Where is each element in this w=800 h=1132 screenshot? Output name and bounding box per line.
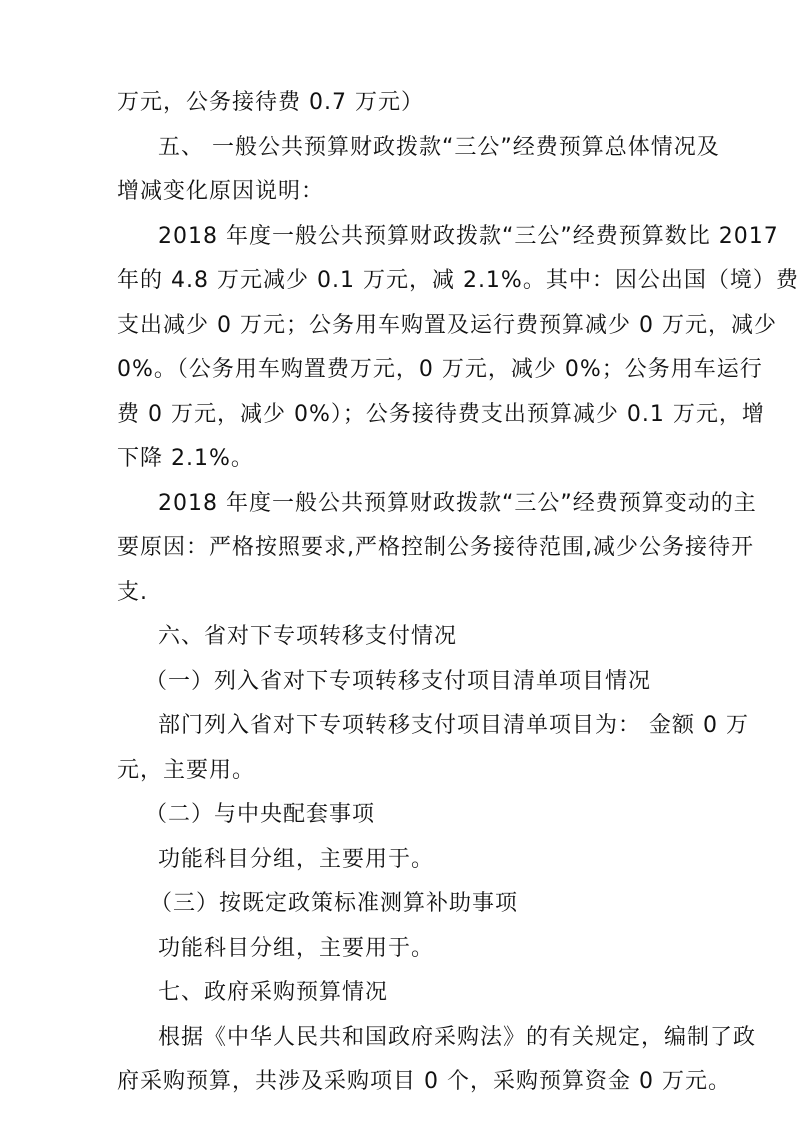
subsection-heading-2: （二）与中央配套事项 xyxy=(145,802,376,827)
text-line-10: 2018 年度一般公共预算财政拨款“三公”经费预算变动的主 xyxy=(158,491,757,516)
text-line-16: 元，主要用。 xyxy=(117,758,256,783)
text-line-18: 功能科目分组，主要用于。 xyxy=(158,847,435,872)
section-heading-7: 七、政府采购预算情况 xyxy=(158,980,389,1005)
text-line-3: 增减变化原因说明： xyxy=(117,179,325,204)
section-heading-6: 六、省对下专项转移支付情况 xyxy=(158,624,458,649)
text-line-22: 根据《中华人民共和国政府采购法》的有关规定，编制了政 xyxy=(158,1025,757,1050)
text-line-20: 功能科目分组，主要用于。 xyxy=(158,936,435,961)
text-line-4: 2018 年度一般公共预算财政拨款“三公”经费预算数比 2017 xyxy=(158,224,779,249)
text-line-1: 万元，公务接待费 0.7 万元） xyxy=(117,90,424,115)
text-line-12: 支. xyxy=(117,580,148,605)
text-line-5: 年的 4.8 万元减少 0.1 万元，减 2.1%。其中：因公出国（境）费 xyxy=(117,268,799,293)
text-line-11: 要原因：严格按照要求,严格控制公务接待范围,减少公务接待开 xyxy=(117,535,754,560)
subsection-heading-3: （三）按既定政策标准测算补助事项 xyxy=(150,891,519,916)
text-line-8: 费 0 万元，减少 0%）；公务接待费支出预算减少 0.1 万元，增 xyxy=(117,402,765,427)
section-heading-5: 五、 一般公共预算财政拨款“三公”经费预算总体情况及 xyxy=(158,135,720,160)
text-line-23: 府采购预算，共涉及采购项目 0 个，采购预算资金 0 万元。 xyxy=(117,1069,731,1094)
subsection-heading-1: （一）列入省对下专项转移支付项目清单项目情况 xyxy=(145,669,652,694)
text-line-7: 0%。（公务用车购置费万元，0 万元，减少 0%；公务用车运行 xyxy=(117,357,763,382)
text-line-9: 下降 2.1%。 xyxy=(117,446,254,471)
text-line-15: 部门列入省对下专项转移支付项目清单项目为： 金额 0 万 xyxy=(158,713,749,738)
text-line-6: 支出减少 0 万元；公务用车购置及运行费预算减少 0 万元，减少 xyxy=(117,313,777,338)
